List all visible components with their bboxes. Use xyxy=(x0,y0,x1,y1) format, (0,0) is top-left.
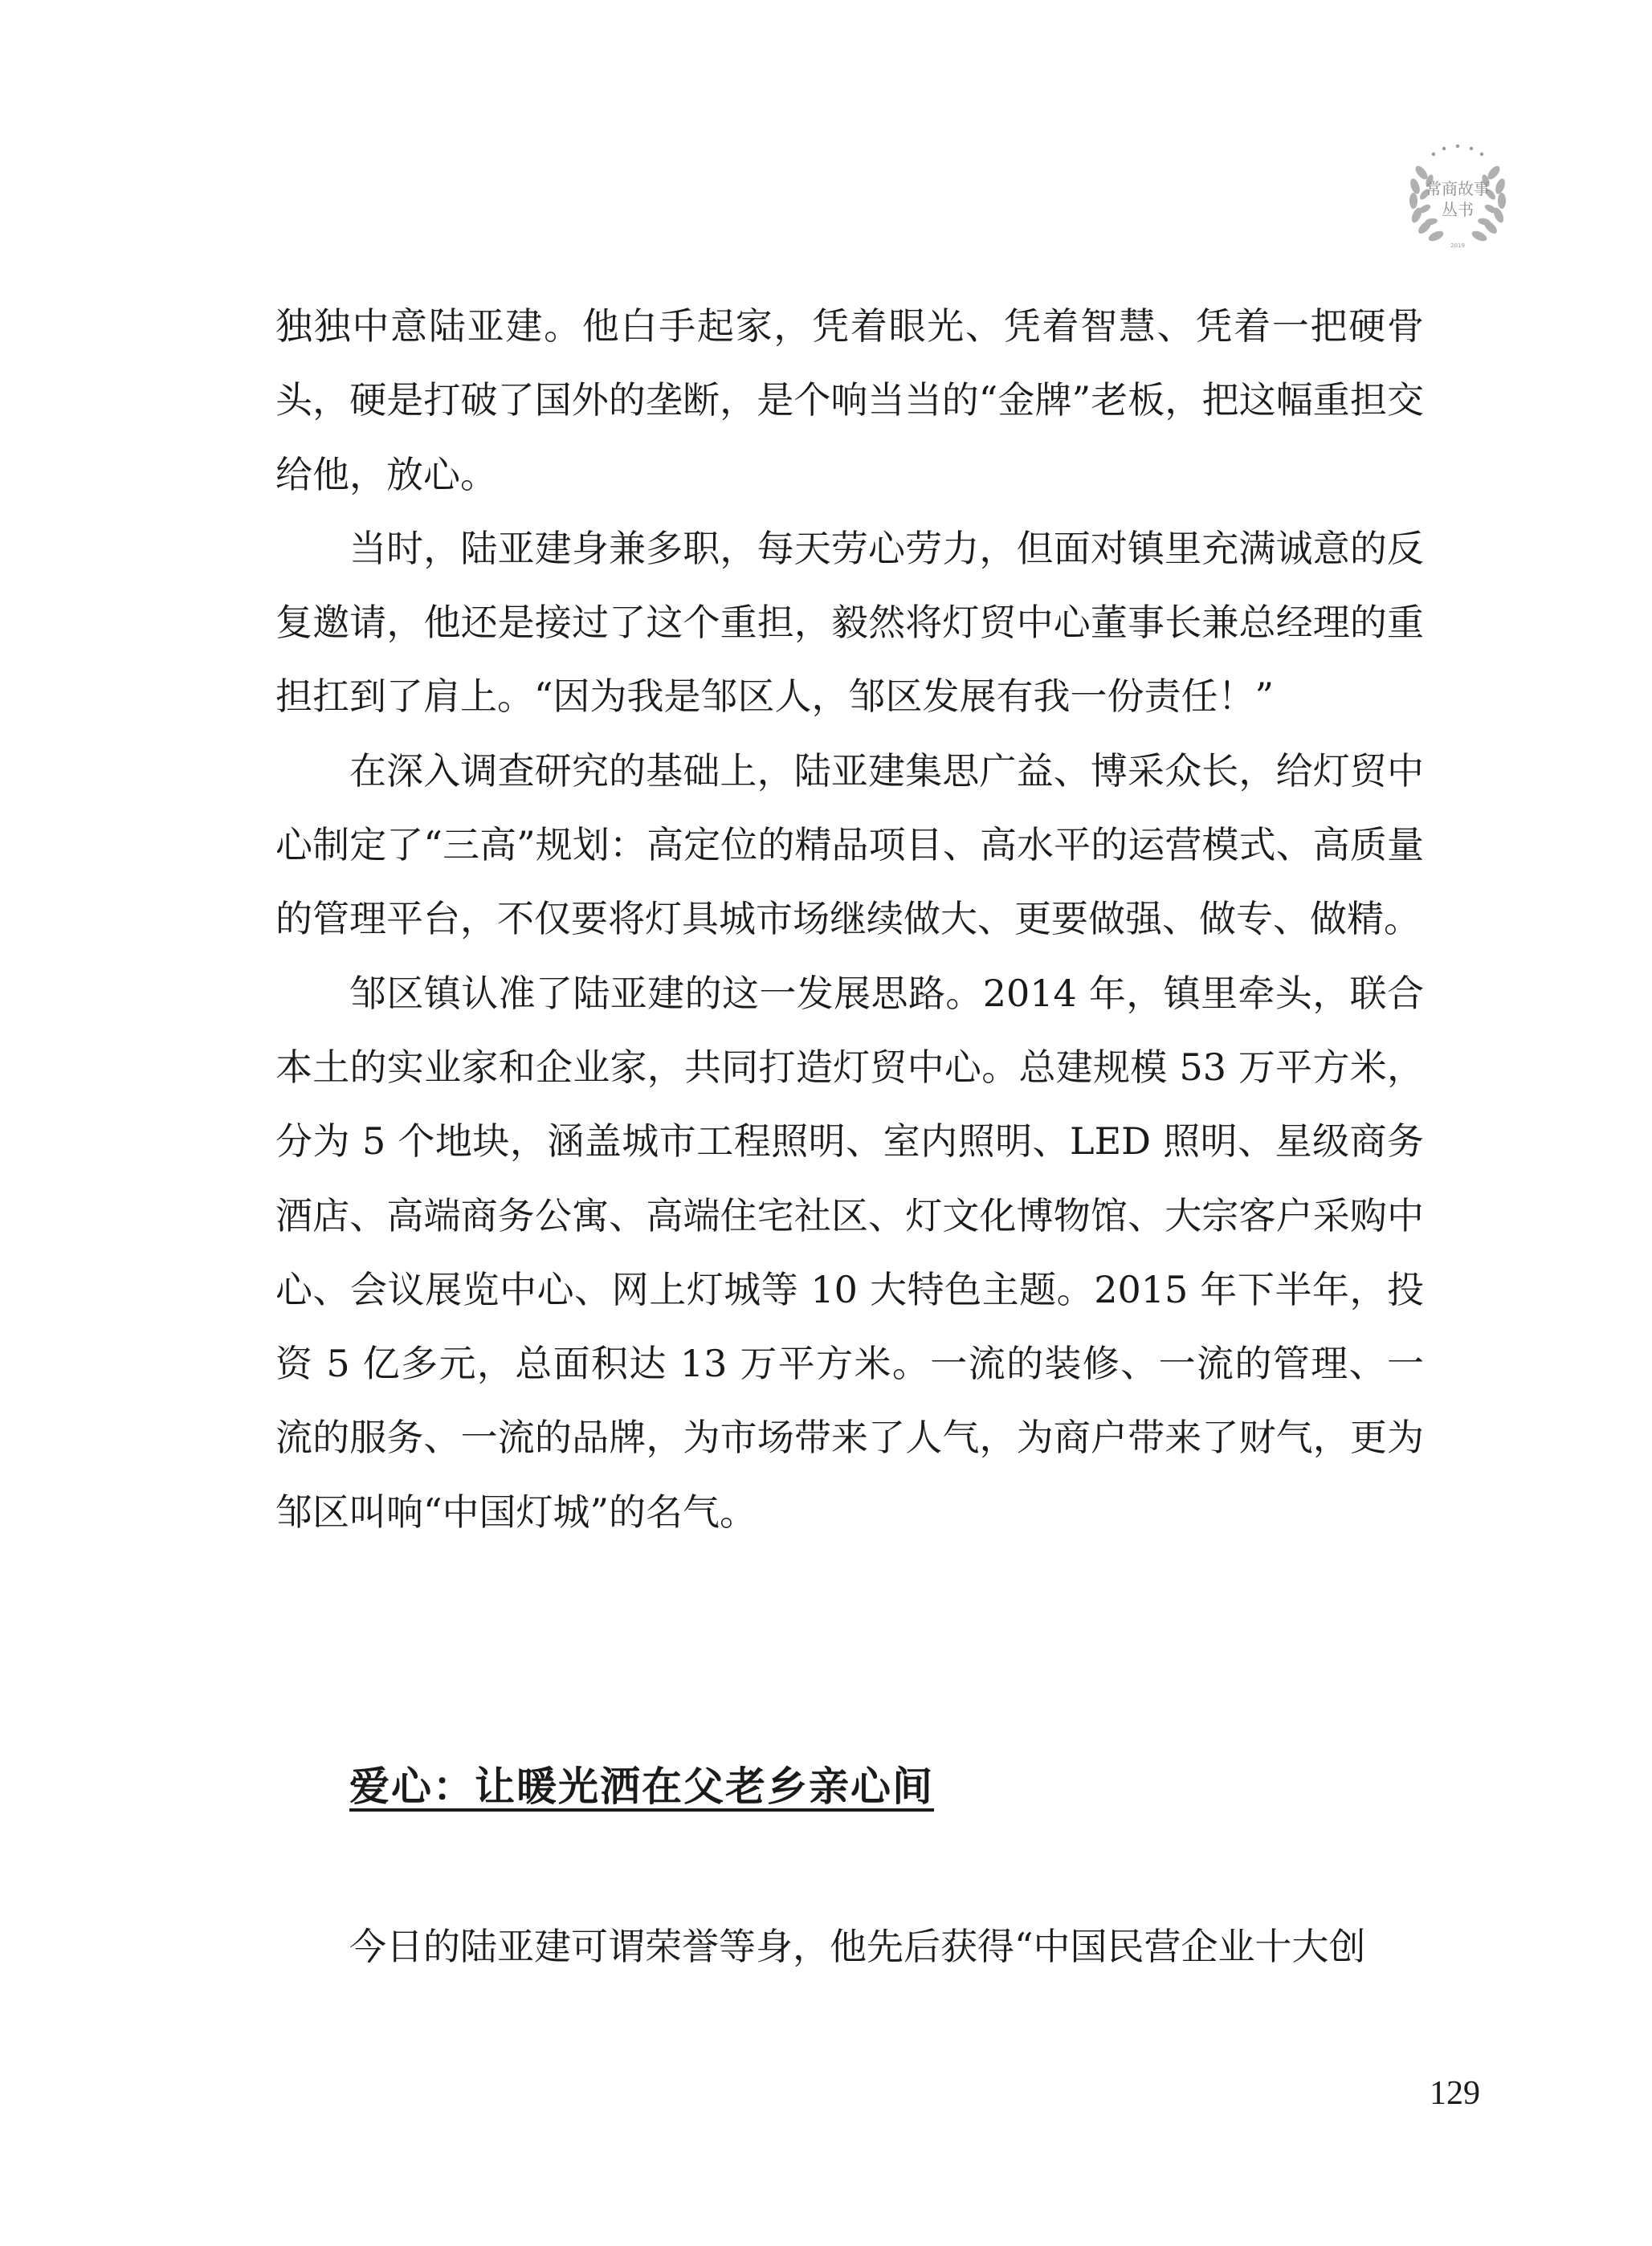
paragraph-2: 当时，陆亚建身兼多职，每天劳心劳力，但面对镇里充满诚意的反复邀请，他还是接过了这个重担，毅然将灯贸中心董事长兼总经理的重担扛到了肩上。“因为我是邹区人，邹区发展有我一份责任！” xyxy=(275,526,1424,719)
paragraph-1: 独独中意陆亚建。他白手起家，凭着眼光、凭着智慧、凭着一把硬骨头，硬是打破了国外的垄断，是个响当当的“金牌”老板，把这幅重担交给他，放心。 xyxy=(275,304,1424,496)
paragraph-3: 在深入调查研究的基础上，陆亚建集思广益、博采众长，给灯贸中心制定了“三高”规划：高定位的精品项目、高水平的运营模式、高质量的管理平台，不仅要将灯具城市场继续做大、更要做强、做专、做精。 xyxy=(275,748,1424,941)
laurel-wreath-icon xyxy=(1397,137,1518,257)
series-seal-emblem xyxy=(1397,137,1518,257)
seal-text-line2: 丛书 xyxy=(1442,200,1474,219)
section-title: 爱心：让暖光洒在父老乡亲心间 xyxy=(349,1763,934,1810)
seal-text-line1: 常商故事 xyxy=(1426,179,1490,198)
paragraph-4: 邹区镇认准了陆亚建的这一发展思路。2014 年，镇里牵头，联合本土的实业家和企业家，共同打造灯贸中心。总建规模 53 万平方米，分为 5 个地块，涵盖城市工程照明、室内照明、LED 照明、星级商务酒店、高端商务公寓、高端住宅社区、灯文化博物馆、大宗客户采购中心、会议展览中心、网上灯城等 10 大特色主题。2015 年下半年，投资 5 亿多元，总面积达 13 万平方米。一流的装修、一流的管理、一流的服务、一流的品牌，为市场带来了人气，为商户带来了财气，更为邹区叫响“中国灯城”的名气。 xyxy=(275,971,1424,1534)
page-number: 129 xyxy=(1430,2075,1480,2112)
seal-year: 2019 xyxy=(1450,243,1465,249)
paragraph-5: 今日的陆亚建可谓荣誉等身，他先后获得“中国民营企业十大创 xyxy=(349,1925,1366,1968)
body-text xyxy=(275,289,1424,1549)
